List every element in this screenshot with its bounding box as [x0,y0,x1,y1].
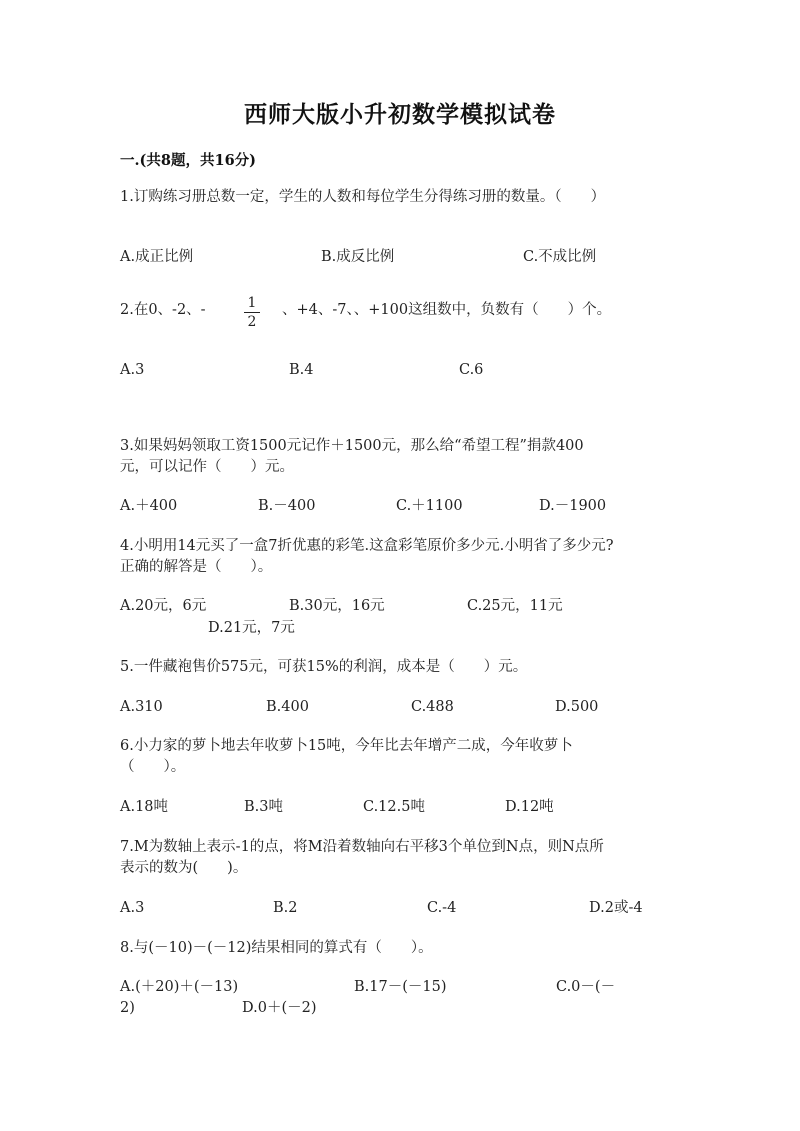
question-4-option-a: A.20元，6元 [120,598,207,614]
question-4-option-b: B.30元，16元 [289,598,385,614]
question-5-option-b: B.400 [266,699,309,715]
question-5-option-a: A.310 [120,699,163,715]
question-7-option-d: D.2或-4 [589,900,643,916]
question-4-text-line-2: 正确的解答是（ ）。 [120,559,273,575]
question-7-text-line-2: 表示的数为( )。 [120,860,248,876]
question-2-text-after: 、+4、-7、、+100这组数中，负数有（ ）个。 [282,302,612,318]
question-7-option-c: C.-4 [427,900,457,916]
question-6-option-c: C.12.5吨 [363,799,425,815]
question-1-option-c: C.不成比例 [523,249,597,265]
section-heading: 一.(共8题，共16分) [120,152,257,169]
question-8-option-a: A.(＋20)＋(－13) [120,979,239,995]
question-8-option-b: B.17－(－15) [354,979,447,995]
question-6-option-a: A.18吨 [120,799,169,815]
question-3-option-b: B.－400 [258,498,316,514]
question-7-option-a: A.3 [120,900,145,916]
question-6-option-d: D.12吨 [505,799,554,815]
question-3-text-line-2: 元，可以记作（ ）元。 [120,459,294,475]
question-6-option-b: B.3吨 [244,799,283,815]
question-3-option-a: A.＋400 [120,498,178,514]
fraction-denominator: 2 [247,314,257,330]
question-8-option-c-continued: 2) [120,1000,135,1016]
question-5-option-c: C.488 [411,699,454,715]
question-8-option-c: C.0－(－ [556,979,616,995]
question-6-text-line-2: （ ）。 [120,759,186,775]
question-2-option-b: B.4 [289,362,314,378]
fraction-bar [244,312,260,313]
question-4-text-line-1: 4.小明用14元买了一盒7折优惠的彩笔.这盒彩笔原价多少元.小明省了多少元? [120,538,614,554]
question-1-option-b: B.成反比例 [321,249,395,265]
question-5-text: 5.一件藏袍售价575元，可获15%的利润，成本是（ ）元。 [120,659,528,675]
question-3-option-d: D.－1900 [539,498,607,514]
question-1-option-a: A.成正比例 [120,249,194,265]
question-7-option-b: B.2 [273,900,298,916]
question-8-option-d: D.0＋(－2) [242,1000,317,1016]
question-3-option-c: C.＋1100 [396,498,463,514]
question-2-option-a: A.3 [120,362,145,378]
question-4-option-c: C.25元，11元 [467,598,563,614]
question-2-option-c: C.6 [459,362,484,378]
question-3-text-line-1: 3.如果妈妈领取工资1500元记作＋1500元，那么给“希望工程”捐款400 [120,438,584,454]
question-6-text-line-1: 6.小力家的萝卜地去年收萝卜15吨，今年比去年增产二成，今年收萝卜 [120,738,573,754]
question-2-text-before: 2.在0、-2、- [120,302,206,318]
question-2-fraction [242,295,262,330]
page-title: 西师大版小升初数学模拟试卷 [244,101,556,128]
question-8-text: 8.与(－10)－(－12)结果相同的算式有（ ）。 [120,940,433,956]
fraction-numerator: 1 [247,295,257,311]
question-4-option-d: D.21元，7元 [208,620,295,636]
question-5-option-d: D.500 [555,699,599,715]
question-1-text: 1.订购练习册总数一定，学生的人数和每位学生分得练习册的数量。（ ） [120,189,606,205]
question-7-text-line-1: 7.M为数轴上表示-1的点，将M沿着数轴向右平移3个单位到N点，则N点所 [120,839,604,855]
